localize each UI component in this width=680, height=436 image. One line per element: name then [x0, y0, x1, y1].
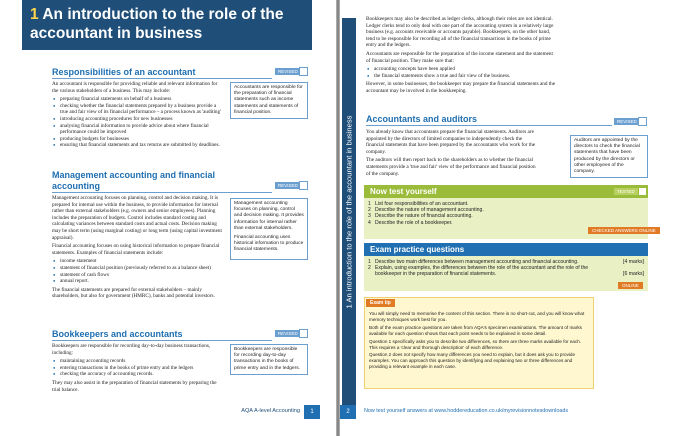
section-rule — [52, 78, 272, 79]
paragraph: You will simply need to memorise the content of this section. There is no short-cut, and you will know what memory techniques work best for you. — [369, 311, 585, 322]
section-rule — [52, 192, 272, 193]
chapter-side-band — [342, 18, 356, 406]
right-footer — [340, 404, 680, 420]
paragraph: Question 2 does not specify how many differences you need to explain, but it does ask you to provide examples. You can approach this question by identifying and explaining two or three differences and providing a relevant example in each case. — [369, 352, 575, 370]
revised-tag: REVISED — [275, 182, 301, 189]
list-item: 1 List four responsibilities of an accountant. — [368, 201, 469, 207]
paragraph: Both of the exam practice questions are taken from AQA's specimen examinations. The amount of marks available for each question shows that each point needs to be explained in some detail. — [369, 324, 582, 336]
footer-label: AQA A-level Accounting — [241, 408, 300, 414]
section-intro: Bookkeepers are responsible for recording day-to-day business transactions, including: — [52, 343, 211, 356]
spine-title: 1 An introduction to the role of the accountant in business — [344, 115, 354, 309]
chapter-title-banner — [22, 0, 312, 50]
test-yourself-list — [368, 201, 598, 226]
section-heading-responsibilities: Responsibilities of an accountant — [52, 67, 196, 77]
paragraph: Management accounting focuses on planning, control and decision making. It is prepared for internal use within the business, to provide information for internal rather than external stakeholders (e.g. owners and senior employees). Planning includes the preparation of budgets. Control includes standard costing and calculating variances between standard costs and actual costs. Decision making may be short term (using marginal costing) or long term (using capital investment appraisal). — [52, 195, 222, 241]
sidenote-accountants: Accountants are responsible for the preparation of financial statements such as income statements and statements of financial position. — [230, 82, 308, 119]
section-body-auditors — [366, 129, 538, 179]
section-body-bookkeepers — [52, 343, 222, 395]
list-item: ● entering transactions in the books of prime entry and the ledgers — [60, 365, 222, 372]
list-item: 4 Describe the role of a bookkeeper. — [368, 219, 453, 226]
footer-link[interactable]: Now test yourself answers at www.hoddereducation.co.uk/myrevisionnotesdownloads — [364, 408, 569, 414]
sidenote-management-financial — [230, 198, 308, 260]
tested-checkbox[interactable] — [638, 187, 647, 196]
marks: [4 marks] — [623, 259, 644, 265]
list-item: ● statement of financial position (previously referred to as a balance sheet) — [60, 265, 224, 272]
bullet-list — [52, 258, 224, 284]
left-footer — [0, 404, 336, 420]
list-item: ● annual report. — [60, 278, 224, 285]
left-page — [0, 0, 336, 436]
paragraph: Financial accounting focuses on using historical information to prepare financial statements. Examples of financial statements include: — [52, 243, 220, 256]
exam-practice-list — [368, 259, 644, 278]
exam-tip-label: Exam tip — [366, 299, 395, 307]
list-item: 3 Describe the nature of financial accounting. — [368, 213, 473, 220]
page-number: 2 — [340, 405, 356, 419]
bullet-list — [52, 358, 222, 378]
revised-tag: REVISED — [275, 330, 301, 337]
right-top-text — [366, 16, 556, 97]
list-item: 2 Describe the nature of management accounting. — [368, 207, 484, 214]
tested-tag: TESTED — [614, 188, 638, 195]
list-item: ● analysing financial information to provide advice about where financial performance could be improved — [60, 123, 222, 136]
paragraph: The auditors will then report back to the shareholders as to whether the financial statements provide a 'true and fair' view of the performance and financial position of the company. — [366, 157, 536, 177]
section-heading-auditors: Accountants and auditors — [366, 114, 478, 124]
section-rule — [52, 340, 272, 341]
paragraph: Accountants are responsible for the preparation of the income statement and the statement of financial position. They make sure that: — [366, 50, 553, 64]
revised-checkbox[interactable] — [299, 67, 308, 76]
marks: [6 marks] — [623, 271, 644, 278]
revised-checkbox[interactable] — [299, 329, 308, 338]
exam-practice-heading: Exam practice questions — [364, 243, 648, 256]
list-item: ● the financial statements show a true and fair view of the business. — [374, 73, 556, 80]
test-yourself-heading: Now test yourself — [364, 185, 648, 198]
online-button[interactable]: ONLINE — [618, 282, 643, 289]
list-item: ● maintaining accounting records — [60, 358, 222, 365]
paragraph: Question 1 specifically asks you to describe two differences, so there are three marks available for each. This requires a 'clear and thorough description' of each difference. — [369, 338, 582, 350]
section-heading-management-financial: Management accounting and financial accounting — [52, 170, 216, 191]
sidenote-auditors: Auditors are appointed by the directors to check the financial statements that have been produced by the directors or other employees of the company. — [570, 135, 648, 178]
revised-tag: REVISED — [275, 68, 301, 75]
list-item: ● statement of cash flows — [60, 272, 224, 279]
section-rule — [366, 125, 612, 126]
revised-checkbox[interactable] — [299, 181, 308, 190]
paragraph: Bookkeepers may also be described as ledger clerks, although their roles are not identical. Ledger clerks tend to only deal with one part of the accounting system in a relatively large business (e.g. accounts receivable or accounts payable). Bookkeepers, on the other hand, tend to be responsible for recording all of the financial transactions in the books of prime entry and the ledgers. — [366, 16, 554, 49]
section-intro: An accountant is responsible for providing reliable and relevant information for the various stakeholders of a business. This may include: — [52, 81, 218, 94]
revised-tag: REVISED — [614, 118, 640, 125]
sidenote-bookkeepers: Bookkeepers are responsible for recording day-to-day transactions in the books of prime entry and in the ledgers. — [230, 344, 308, 375]
list-item: ● introducing accounting procedures for new businesses — [60, 116, 222, 123]
list-item: ● checking the accuracy of accounting records. — [60, 371, 222, 378]
sidenote-text: Management accounting focuses on planning, control and decision making. It provides information for internal rather than external stakeholders. — [234, 201, 304, 231]
chapter-number: 1 — [30, 6, 39, 23]
list-item: 1 Describe two main differences between management accounting and financial accounting. [4 marks] — [368, 259, 644, 265]
list-item: ● checking whether the financial statements prepared by a business provide a true and fair view of its financial performance – a process known as 'auditing' — [60, 103, 222, 116]
chapter-title: An introduction to the role of the accountant in business — [30, 6, 284, 42]
paragraph: The financial statements are prepared for external stakeholders – mainly shareholders, but also for government (HMRC), banks and potential investors. — [52, 286, 215, 300]
section-body-responsibilities — [52, 81, 222, 151]
bullet-list — [366, 66, 556, 79]
section-heading-bookkeepers: Bookkeepers and accountants — [52, 329, 183, 339]
paragraph: However, in some businesses, the bookkeeper may prepare the financial statements and the accountant may be involved in the bookkeeping. — [366, 81, 556, 94]
paragraph: They may also assist in the preparation of financial statements by preparing the trial balance. — [52, 379, 217, 393]
list-item: ● producing budgets for businesses — [60, 136, 222, 143]
bullet-list — [52, 96, 222, 149]
section-body-management-financial — [52, 195, 224, 302]
list-item: ● income statement — [60, 258, 224, 265]
paragraph: You already know that accountants prepare the financial statements. Auditors are appointed by the directors of limited companies to independently check the financial statements that have been prepared by the accountants who work for the company. — [366, 129, 536, 155]
sidenote-text: Financial accounting uses historical information to produce financial statements. — [234, 235, 304, 253]
list-item: ● accounting concepts have been applied — [374, 66, 556, 73]
list-item: ● preparing financial statements on behalf of a business — [60, 96, 222, 103]
revised-checkbox[interactable] — [638, 117, 647, 126]
page-number: 1 — [304, 405, 320, 419]
checked-answers-online-button[interactable]: CHECKED ANSWERS ONLINE — [588, 227, 660, 234]
list-item: 2 Explain, using examples, the differences between the role of the accountant and the role of the bookkeeper in the preparation of financial statements. [6 marks] — [368, 265, 644, 278]
list-item: ● ensuring that financial statements and tax returns are submitted by deadlines. — [60, 142, 222, 149]
exam-tip-text — [369, 311, 587, 372]
